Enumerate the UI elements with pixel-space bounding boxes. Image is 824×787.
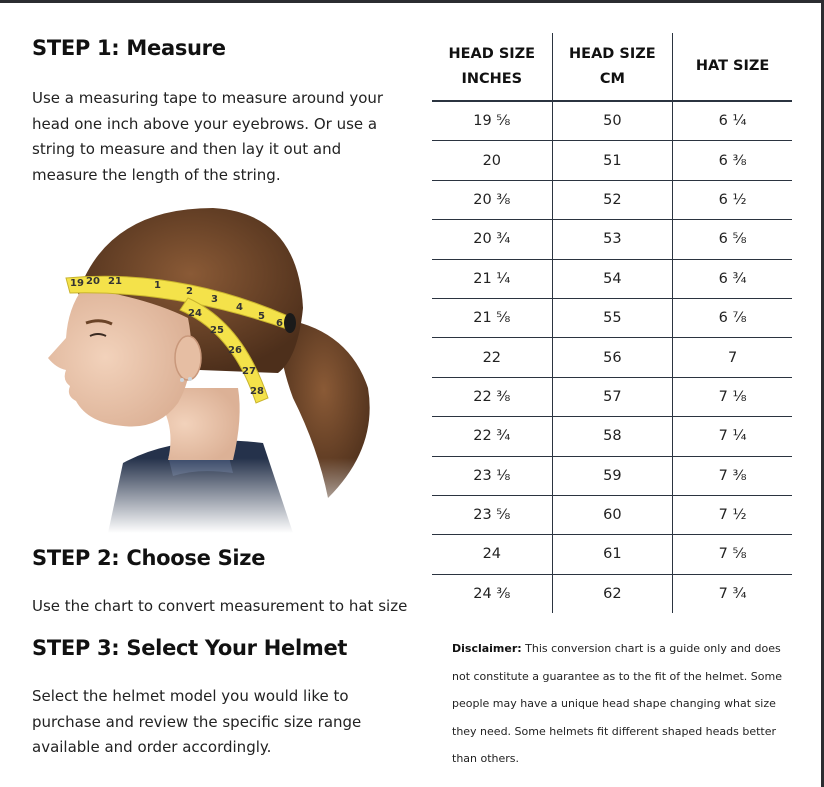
table-row bbox=[432, 180, 792, 219]
head-size-cm-cell: 50 bbox=[552, 101, 673, 141]
size-chart-table bbox=[432, 33, 792, 613]
hat-size-cell: 6 ⅞ bbox=[673, 298, 792, 337]
head-size-cm-cell: 54 bbox=[552, 259, 673, 298]
hat-size-cell: 7 ⅝ bbox=[673, 535, 792, 574]
hat-size-cell: 7 ⅛ bbox=[673, 377, 792, 416]
head-size-cm-cell: 51 bbox=[552, 141, 673, 180]
table-row bbox=[432, 535, 792, 574]
head-size-inches-cell: 21 ⅝ bbox=[432, 298, 552, 337]
table-row bbox=[432, 220, 792, 259]
tape-mark: 1 bbox=[154, 280, 161, 291]
head-size-inches-cell: 22 bbox=[432, 338, 552, 377]
head-size-cm-cell: 55 bbox=[552, 298, 673, 337]
hat-size-cell: 6 ⅜ bbox=[673, 141, 792, 180]
disclaimer bbox=[452, 635, 782, 773]
table-row bbox=[432, 259, 792, 298]
hat-size-cell: 6 ¼ bbox=[673, 101, 792, 141]
tape-mark: 28 bbox=[250, 386, 264, 397]
step2-title: STEP 2: Choose Size bbox=[32, 546, 266, 570]
hat-size-cell: 6 ¾ bbox=[673, 259, 792, 298]
table-row bbox=[432, 417, 792, 456]
header-head-size-cm: HEAD SIZE CM bbox=[552, 33, 673, 101]
tape-mark: 19 bbox=[70, 278, 84, 289]
table-row bbox=[432, 456, 792, 495]
hat-size-cell: 7 bbox=[673, 338, 792, 377]
head-size-inches-cell: 22 ¾ bbox=[432, 417, 552, 456]
head-size-cm-cell: 62 bbox=[552, 574, 673, 613]
ear bbox=[175, 336, 201, 380]
hat-size-cell: 7 ¼ bbox=[673, 417, 792, 456]
head-size-inches-cell: 24 bbox=[432, 535, 552, 574]
table-row bbox=[432, 377, 792, 416]
head-size-cm-cell: 58 bbox=[552, 417, 673, 456]
tape-mark: 3 bbox=[211, 294, 218, 305]
hat-size-cell: 6 ½ bbox=[673, 180, 792, 219]
tape-mark: 26 bbox=[228, 345, 242, 356]
head-size-inches-cell: 19 ⅝ bbox=[432, 101, 552, 141]
step1-title: STEP 1: Measure bbox=[32, 36, 226, 60]
table-row bbox=[432, 338, 792, 377]
table-row bbox=[432, 495, 792, 534]
tape-mark: 24 bbox=[188, 308, 202, 319]
head-size-inches-cell: 23 ⅝ bbox=[432, 495, 552, 534]
step3-text: Select the helmet model you would like to purchase and review the specific size range available and order accordingly. bbox=[32, 687, 362, 756]
head-size-cm-cell: 59 bbox=[552, 456, 673, 495]
step3-title: STEP 3: Select Your Helmet bbox=[32, 636, 348, 660]
head-size-inches-cell: 20 bbox=[432, 141, 552, 180]
hat-size-cell: 7 ¾ bbox=[673, 574, 792, 613]
table-header-row bbox=[432, 33, 792, 101]
hat-size-cell: 6 ⅝ bbox=[673, 220, 792, 259]
head-size-inches-cell: 23 ⅛ bbox=[432, 456, 552, 495]
hat-size-cell: 7 ⅜ bbox=[673, 456, 792, 495]
disclaimer-text: This conversion chart is a guide only and does not constitute a guarantee as to the fit of the helmet. Some people may have a unique head shape changing what size they need. Some helmets fit different shaped heads better than others. bbox=[452, 642, 782, 765]
header-head-size-inches: HEAD SIZE INCHES bbox=[432, 33, 552, 101]
head-size-cm-cell: 60 bbox=[552, 495, 673, 534]
table-row bbox=[432, 298, 792, 337]
head-size-inches-cell: 20 ¾ bbox=[432, 220, 552, 259]
tape-mark: 4 bbox=[236, 302, 243, 313]
head-size-inches-cell: 22 ⅜ bbox=[432, 377, 552, 416]
head-size-inches-cell: 21 ¼ bbox=[432, 259, 552, 298]
step1-text: Use a measuring tape to measure around your head one inch above your eyebrows. Or use a string to measure and then lay it out and measure the length of the string. bbox=[32, 89, 384, 184]
tape-mark: 27 bbox=[242, 366, 256, 377]
step2-text: Use the chart to convert measurement to hat size bbox=[32, 597, 408, 615]
tape-mark: 5 bbox=[258, 311, 265, 322]
head-size-cm-cell: 56 bbox=[552, 338, 673, 377]
tape-mark: 21 bbox=[108, 276, 122, 287]
head-measurement-photo bbox=[28, 198, 388, 533]
header-hat-size: HAT SIZE bbox=[673, 33, 792, 101]
disclaimer-label: Disclaimer: bbox=[452, 642, 522, 655]
table-row bbox=[432, 574, 792, 613]
head-size-cm-cell: 61 bbox=[552, 535, 673, 574]
head-size-cm-cell: 52 bbox=[552, 180, 673, 219]
tape-mark: 25 bbox=[210, 325, 224, 336]
tape-mark: 2 bbox=[186, 286, 193, 297]
table-row bbox=[432, 141, 792, 180]
head-size-cm-cell: 57 bbox=[552, 377, 673, 416]
size-guide-panel bbox=[0, 3, 821, 787]
tape-mark: 6 bbox=[276, 318, 283, 329]
hat-size-cell: 7 ½ bbox=[673, 495, 792, 534]
head-size-cm-cell: 53 bbox=[552, 220, 673, 259]
tape-mark: 20 bbox=[86, 276, 100, 287]
head-size-inches-cell: 20 ⅜ bbox=[432, 180, 552, 219]
head-size-inches-cell: 24 ⅜ bbox=[473, 585, 511, 602]
size-chart bbox=[432, 33, 792, 613]
table-row bbox=[432, 101, 792, 141]
